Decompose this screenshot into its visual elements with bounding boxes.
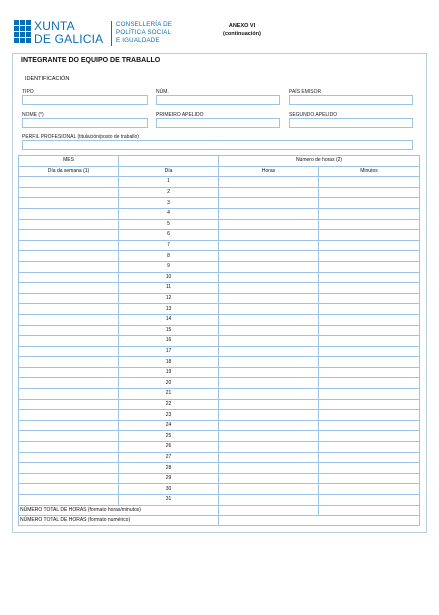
day-number: 24	[119, 420, 219, 431]
minutes-cell[interactable]	[319, 463, 420, 474]
hours-cell[interactable]	[219, 336, 319, 347]
table-row	[19, 314, 420, 325]
day-number: 20	[119, 378, 219, 389]
tipo-label: TIPO	[22, 89, 34, 95]
weekday-cell[interactable]	[19, 230, 119, 241]
identification-label: IDENTIFICACIÓN	[25, 76, 70, 82]
total-hours-minutes-row	[19, 505, 420, 515]
hours-cell[interactable]	[219, 410, 319, 421]
hours-cell[interactable]	[219, 261, 319, 272]
weekday-cell[interactable]	[19, 378, 119, 389]
day-number: 25	[119, 431, 219, 442]
minutes-cell[interactable]	[319, 410, 420, 421]
minutes-cell[interactable]	[319, 484, 420, 495]
hours-cell[interactable]	[219, 452, 319, 463]
primeiro-apelido-field[interactable]	[156, 118, 280, 128]
day-number: 28	[119, 463, 219, 474]
minutes-cell[interactable]	[319, 473, 420, 484]
table-row	[19, 336, 420, 347]
table-row	[19, 251, 420, 262]
day-number: 14	[119, 314, 219, 325]
hours-cell[interactable]	[219, 399, 319, 410]
minutes-cell[interactable]	[319, 304, 420, 315]
day-number: 12	[119, 293, 219, 304]
dept-line1: CONSELLERÍA DE	[116, 21, 173, 28]
weekday-cell[interactable]	[19, 293, 119, 304]
weekday-cell[interactable]	[19, 240, 119, 251]
minutes-cell[interactable]	[319, 272, 420, 283]
table-row	[19, 187, 420, 198]
minutes-cell[interactable]	[319, 177, 420, 188]
weekday-cell[interactable]	[19, 431, 119, 442]
hours-cell[interactable]	[219, 357, 319, 368]
weekday-cell[interactable]	[19, 283, 119, 294]
day-number: 22	[119, 399, 219, 410]
dept-line2: POLÍTICA SOCIAL	[116, 29, 172, 36]
hours-cell[interactable]	[219, 367, 319, 378]
hours-cell[interactable]	[219, 431, 319, 442]
weekday-cell[interactable]	[19, 325, 119, 336]
day-number: 6	[119, 230, 219, 241]
logo-name-line2: DE GALICIA	[34, 32, 104, 46]
weekday-cell[interactable]	[19, 473, 119, 484]
primeiro-apelido-label: PRIMEIRO APELIDO	[156, 112, 204, 118]
weekday-cell[interactable]	[19, 484, 119, 495]
nome-field[interactable]	[22, 118, 148, 128]
table-header-row-2	[19, 166, 420, 177]
weekday-cell[interactable]	[19, 336, 119, 347]
minutes-cell[interactable]	[319, 230, 420, 241]
total-hours-minutes-label: NÚMERO TOTAL DE HORAS (formato horas/minutos)	[19, 505, 219, 515]
minutes-cell[interactable]	[319, 452, 420, 463]
day-number: 1	[119, 177, 219, 188]
weekday-cell[interactable]	[19, 261, 119, 272]
total-hours-numeric-cell[interactable]	[219, 515, 420, 525]
table-row	[19, 378, 420, 389]
minutes-cell[interactable]	[319, 240, 420, 251]
weekday-cell[interactable]	[19, 367, 119, 378]
day-number: 3	[119, 198, 219, 209]
minutes-cell[interactable]	[319, 198, 420, 209]
nome-label: NOME (*)	[22, 112, 44, 118]
day-number: 10	[119, 272, 219, 283]
weekday-cell[interactable]	[19, 399, 119, 410]
minutes-cell[interactable]	[319, 442, 420, 453]
day-number: 13	[119, 304, 219, 315]
day-number: 8	[119, 251, 219, 262]
weekday-cell[interactable]	[19, 357, 119, 368]
dept-line3: E IGUALDADE	[116, 37, 160, 44]
day-number: 7	[119, 240, 219, 251]
minutes-cell[interactable]	[319, 336, 420, 347]
hours-cell[interactable]	[219, 272, 319, 283]
day-number: 23	[119, 410, 219, 421]
hours-cell[interactable]	[219, 293, 319, 304]
total-hours-numeric-label: NÚMERO TOTAL DE HORAS (formato numérico)	[19, 515, 219, 525]
hours-cell[interactable]	[219, 240, 319, 251]
minutes-cell[interactable]	[319, 420, 420, 431]
table-row	[19, 442, 420, 453]
perfil-label: PERFIL PROFESIONAL (titulación/posto de traballo)	[22, 134, 139, 140]
table-row	[19, 357, 420, 368]
total-minutes-cell[interactable]	[319, 505, 420, 515]
table-row	[19, 399, 420, 410]
hours-cell[interactable]	[219, 314, 319, 325]
minutes-cell[interactable]	[319, 389, 420, 400]
minutes-cell[interactable]	[319, 431, 420, 442]
table-row	[19, 261, 420, 272]
table-row	[19, 452, 420, 463]
weekday-cell[interactable]	[19, 442, 119, 453]
day-number: 31	[119, 495, 219, 506]
pais-emisor-field[interactable]	[289, 95, 413, 105]
minutes-cell[interactable]	[319, 325, 420, 336]
table-row	[19, 177, 420, 188]
weekday-cell[interactable]	[19, 177, 119, 188]
weekday-header: Día da semana (1)	[19, 166, 119, 177]
section-title: INTEGRANTE DO EQUIPO DE TRABALLO	[21, 57, 161, 64]
minutes-cell[interactable]	[319, 293, 420, 304]
hours-cell[interactable]	[219, 219, 319, 230]
day-number: 18	[119, 357, 219, 368]
table-row	[19, 410, 420, 421]
hours-table-body	[19, 156, 420, 526]
hours-group-header: Número de horas (2)	[219, 156, 420, 167]
segundo-apelido-label: SEGUNDO APELIDO	[289, 112, 338, 118]
hours-table	[18, 155, 420, 526]
day-number: 11	[119, 283, 219, 294]
hours-cell[interactable]	[219, 177, 319, 188]
hours-cell[interactable]	[219, 251, 319, 262]
department-name	[116, 21, 172, 45]
xunta-logo	[14, 20, 174, 48]
minutes-cell[interactable]	[319, 495, 420, 506]
minutes-cell[interactable]	[319, 261, 420, 272]
day-number: 29	[119, 473, 219, 484]
hours-cell[interactable]	[219, 283, 319, 294]
day-number: 30	[119, 484, 219, 495]
weekday-cell[interactable]	[19, 389, 119, 400]
hours-cell[interactable]	[219, 484, 319, 495]
hours-cell[interactable]	[219, 378, 319, 389]
mes-header: MES	[19, 156, 119, 167]
hours-cell[interactable]	[219, 389, 319, 400]
day-number: 26	[119, 442, 219, 453]
hours-cell[interactable]	[219, 325, 319, 336]
hours-cell[interactable]	[219, 230, 319, 241]
total-hours-cell[interactable]	[219, 505, 319, 515]
num-label: NÚM.	[156, 89, 169, 95]
minutes-cell[interactable]	[319, 346, 420, 357]
minutes-cell[interactable]	[319, 357, 420, 368]
weekday-cell[interactable]	[19, 304, 119, 315]
table-row	[19, 367, 420, 378]
table-row	[19, 219, 420, 230]
minutes-cell[interactable]	[319, 219, 420, 230]
table-row	[19, 473, 420, 484]
hours-cell[interactable]	[219, 198, 319, 209]
tipo-field[interactable]	[22, 95, 148, 105]
pais-emisor-label: PAÍS EMISOR	[289, 89, 322, 95]
table-row	[19, 230, 420, 241]
hours-cell[interactable]	[219, 420, 319, 431]
hours-cell[interactable]	[219, 473, 319, 484]
mes-value-cell[interactable]	[119, 156, 219, 167]
annex-title: ANEXO VI	[228, 23, 256, 29]
hours-cell[interactable]	[219, 187, 319, 198]
weekday-cell[interactable]	[19, 187, 119, 198]
day-number: 2	[119, 187, 219, 198]
table-row	[19, 389, 420, 400]
minutes-cell[interactable]	[319, 314, 420, 325]
table-row	[19, 431, 420, 442]
table-row	[19, 420, 420, 431]
minutes-header: Minutos	[319, 166, 420, 177]
hours-cell[interactable]	[219, 304, 319, 315]
weekday-cell[interactable]	[19, 410, 119, 421]
hours-header: Horas	[219, 166, 319, 177]
weekday-cell[interactable]	[19, 463, 119, 474]
total-hours-numeric-row	[19, 515, 420, 525]
table-row	[19, 484, 420, 495]
table-row	[19, 293, 420, 304]
logo-name	[34, 20, 103, 46]
logo-name-line1: XUNTA	[34, 19, 75, 33]
hours-cell[interactable]	[219, 495, 319, 506]
minutes-cell[interactable]	[319, 187, 420, 198]
perfil-field[interactable]	[22, 140, 413, 150]
day-number: 21	[119, 389, 219, 400]
weekday-cell[interactable]	[19, 198, 119, 209]
minutes-cell[interactable]	[319, 208, 420, 219]
table-row	[19, 325, 420, 336]
day-number: 9	[119, 261, 219, 272]
day-number: 17	[119, 346, 219, 357]
minutes-cell[interactable]	[319, 399, 420, 410]
day-number: 4	[119, 208, 219, 219]
weekday-cell[interactable]	[19, 208, 119, 219]
table-row	[19, 272, 420, 283]
day-number: 16	[119, 336, 219, 347]
table-row	[19, 495, 420, 506]
weekday-cell[interactable]	[19, 219, 119, 230]
weekday-cell[interactable]	[19, 420, 119, 431]
hours-cell[interactable]	[219, 463, 319, 474]
weekday-cell[interactable]	[19, 346, 119, 357]
weekday-cell[interactable]	[19, 452, 119, 463]
weekday-cell[interactable]	[19, 495, 119, 506]
day-number: 15	[119, 325, 219, 336]
table-row	[19, 463, 420, 474]
day-header: Día	[119, 166, 219, 177]
minutes-cell[interactable]	[319, 283, 420, 294]
table-row	[19, 346, 420, 357]
hours-cell[interactable]	[219, 208, 319, 219]
hours-cell[interactable]	[219, 346, 319, 357]
weekday-cell[interactable]	[19, 251, 119, 262]
hours-cell[interactable]	[219, 442, 319, 453]
day-number: 19	[119, 367, 219, 378]
weekday-cell[interactable]	[19, 314, 119, 325]
table-row	[19, 198, 420, 209]
minutes-cell[interactable]	[319, 378, 420, 389]
table-header-row-1	[19, 156, 420, 167]
num-field[interactable]	[156, 95, 280, 105]
minutes-cell[interactable]	[319, 251, 420, 262]
minutes-cell[interactable]	[319, 367, 420, 378]
annex-subtitle: (continuación)	[223, 31, 261, 37]
table-row	[19, 208, 420, 219]
day-number: 5	[119, 219, 219, 230]
weekday-cell[interactable]	[19, 272, 119, 283]
table-row	[19, 283, 420, 294]
segundo-apelido-field[interactable]	[289, 118, 413, 128]
logo-separator	[111, 21, 112, 46]
xunta-emblem-icon	[14, 20, 31, 47]
day-number: 27	[119, 452, 219, 463]
annex-heading	[212, 22, 272, 38]
table-row	[19, 304, 420, 315]
table-row	[19, 240, 420, 251]
